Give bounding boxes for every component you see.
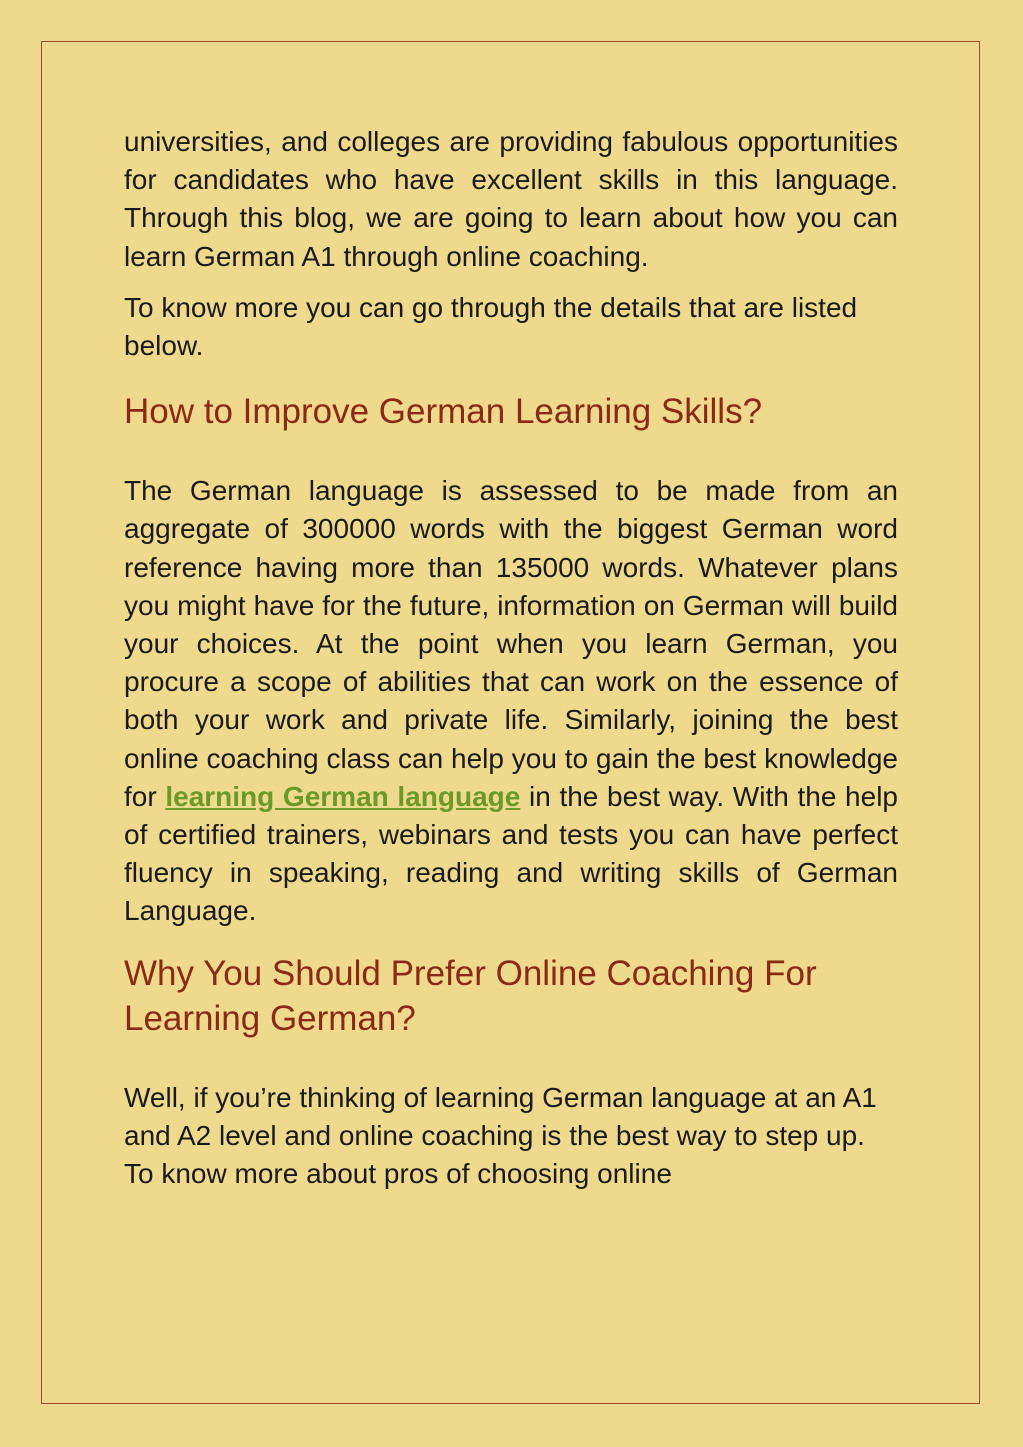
paragraph-text-after-link: in the best way. With the help of certified trainers, webinars and tests you can have perfect fluency in speaking, reading and writing skills of German Language. [124, 780, 898, 927]
page-content [124, 123, 898, 1193]
details-paragraph: To know more you can go through the details that are listed below. [124, 291, 858, 362]
section-heading-online-coaching: Why You Should Prefer Online Coaching For Learning German? [124, 953, 817, 1038]
german-language-paragraph [124, 472, 898, 930]
online-coaching-paragraph: Well, if you’re thinking of learning German language at an A1 and A2 level and online coaching is the best way to step up. To know more about pros of choosing online [124, 1081, 877, 1190]
section-heading-improve-skills: How to Improve German Learning Skills? [124, 392, 763, 432]
learning-german-language-link[interactable]: learning German language [165, 780, 521, 812]
intro-paragraph: universities, and colleges are providing fabulous opportunities for candidates who have excellent skills in this language. Through this blog, we are going to learn about how you can learn German A1 through online coaching. [124, 126, 898, 272]
paragraph-text-before-link: The German language is assessed to be made from an aggregate of 300000 words with the biggest German word reference having more than 135000 words. Whatever plans you might have for the future, information on German will build your choices. At the point when you learn German, you procure a scope of abilities that can work on the essence of both your work and private life. Similarly, joining the best online coaching class can help you to gain the best knowledge for [124, 475, 898, 812]
